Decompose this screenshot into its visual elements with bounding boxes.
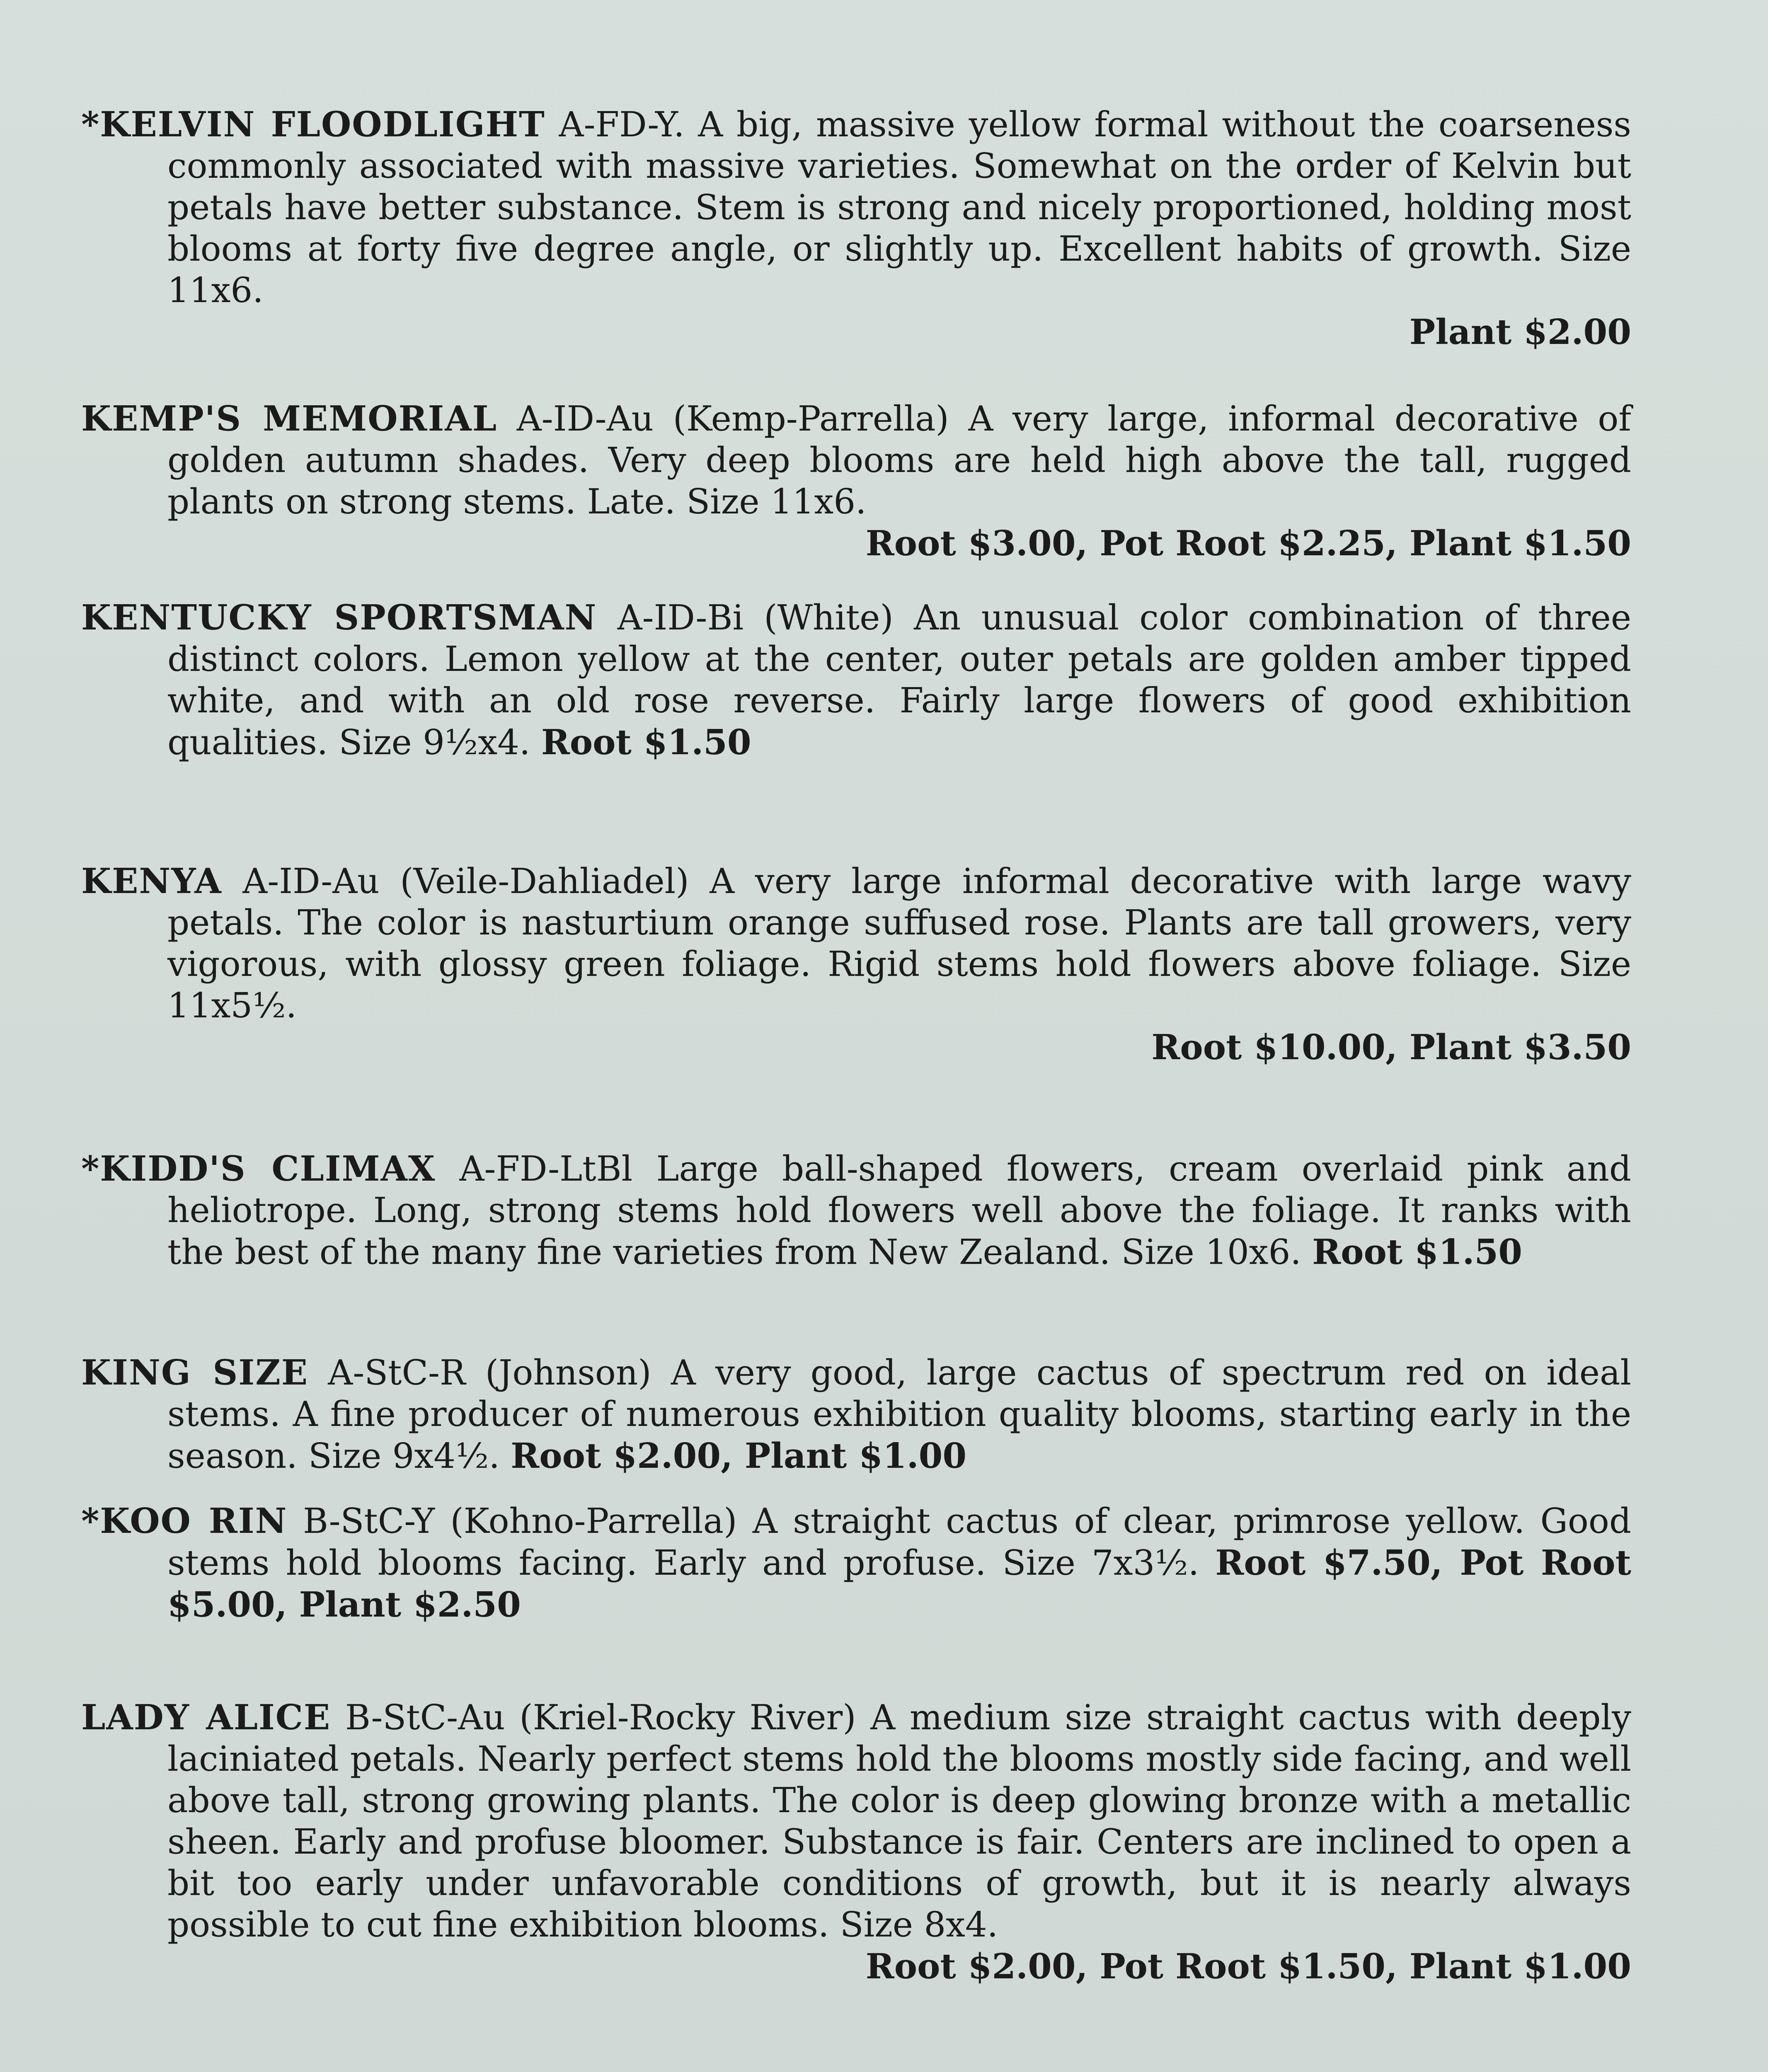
entry-name: KEMP'S MEMORIAL <box>81 398 498 439</box>
entry-king-size <box>81 1352 1631 1477</box>
entry-koo-rin <box>81 1500 1631 1626</box>
entry-name: *KELVIN FLOODLIGHT <box>81 104 545 145</box>
entry-price: Root $10.00, Plant $3.50 <box>1151 1027 1631 1067</box>
entry-name: KING SIZE <box>81 1352 309 1393</box>
entry-body <box>81 1697 1631 1946</box>
entry-price: Root $1.50 <box>1312 1232 1522 1272</box>
entry-price: Root $2.00, Pot Root $1.50, Plant $1.00 <box>865 1946 1631 1987</box>
entry-name: *KOO RIN <box>81 1501 288 1541</box>
entry-kemps-memorial <box>81 398 1631 564</box>
entry-name: KENTUCKY SPORTSMAN <box>81 597 597 638</box>
entry-body <box>81 597 1631 763</box>
entry-text: A-FD-Y. A big, massive yellow formal without the coarseness commonly associated with massive varieties. Somewhat on the order of Kelvin but petals have better substance. Stem is strong and nicely proportioned, holding most blooms at forty five degree angle, or slightly up. Excellent habits of growth. Size 11x6. <box>167 104 1632 310</box>
entry-lady-alice <box>81 1697 1631 1987</box>
entry-name: KENYA <box>81 861 222 901</box>
entry-price: Root $3.00, Pot Root $2.25, Plant $1.50 <box>865 523 1631 564</box>
entry-text: B-StC-Y (Kohno-Parrella) A straight cactus of clear, primrose yellow. Good stems hold blooms facing. Early and profuse. Size 7x3½. <box>167 1501 1632 1583</box>
entry-text: A-ID-Au (Kemp-Parrella) A very large, informal decorative of golden autumn shades. Very deep blooms are held high above the tall, rugged plants on strong stems. Late. Size 11x6. <box>167 399 1632 522</box>
entry-price: Root $1.50 <box>541 722 751 762</box>
entry-name: LADY ALICE <box>81 1697 331 1738</box>
entry-price: Root $7.50, Pot Root $5.00, Plant $2.50 <box>167 1542 1631 1625</box>
entry-body <box>81 1500 1631 1626</box>
entry-price: Root $2.00, Plant $1.00 <box>511 1435 967 1476</box>
entry-text: A-ID-Bi (White) An unusual color combination of three distinct colors. Lemon yellow at the center, outer petals are golden amber tipped white, and with an old rose reverse. Fairly large flowers of good exhibition qualities. Size 9½x4. <box>167 598 1631 762</box>
entry-body <box>81 398 1631 523</box>
entry-text: A-FD-LtBl Large ball-shaped flowers, cream overlaid pink and heliotrope. Long, strong stems hold flowers well above the foliage. It ranks with the best of the many fine varieties from New Zealand. Size 10x6. <box>167 1149 1632 1272</box>
entry-body <box>81 860 1631 1026</box>
entry-kidds-climax <box>81 1148 1631 1273</box>
entry-name: *KIDD'S CLIMAX <box>81 1148 436 1189</box>
entry-body <box>81 104 1631 311</box>
entry-kenya <box>81 860 1631 1068</box>
entry-text: A-StC-R (Johnson) A very good, large cactus of spectrum red on ideal stems. A fine producer of numerous exhibition quality blooms, starting early in the season. Size 9x4½. <box>167 1353 1632 1476</box>
entry-text: B-StC-Au (Kriel-Rocky River) A medium size straight cactus with deeply laciniated petals. Nearly perfect stems hold the blooms mostly side facing, and well above tall, strong growing plants. The color is deep glowing bronze with a metallic sheen. Early and profuse bloomer. Substance is fair. Centers are inclined to open a bit too early under unfavorable conditions of growth, but it is nearly always possible to cut fine exhibition blooms. Size 8x4. <box>167 1697 1631 1945</box>
entry-body <box>81 1148 1631 1273</box>
entry-body <box>81 1352 1631 1477</box>
entry-kelvin-floodlight <box>81 104 1631 353</box>
entry-kentucky-sportsman <box>81 597 1631 763</box>
entry-price: Plant $2.00 <box>1409 312 1631 352</box>
entry-text: A-ID-Au (Veile-Dahliadel) A very large informal decorative with large wavy petals. The color is nasturtium orange suffused rose. Plants are tall growers, very vigorous, with glossy green foliage. Rigid stems hold flowers above foliage. Size 11x5½. <box>167 861 1631 1026</box>
